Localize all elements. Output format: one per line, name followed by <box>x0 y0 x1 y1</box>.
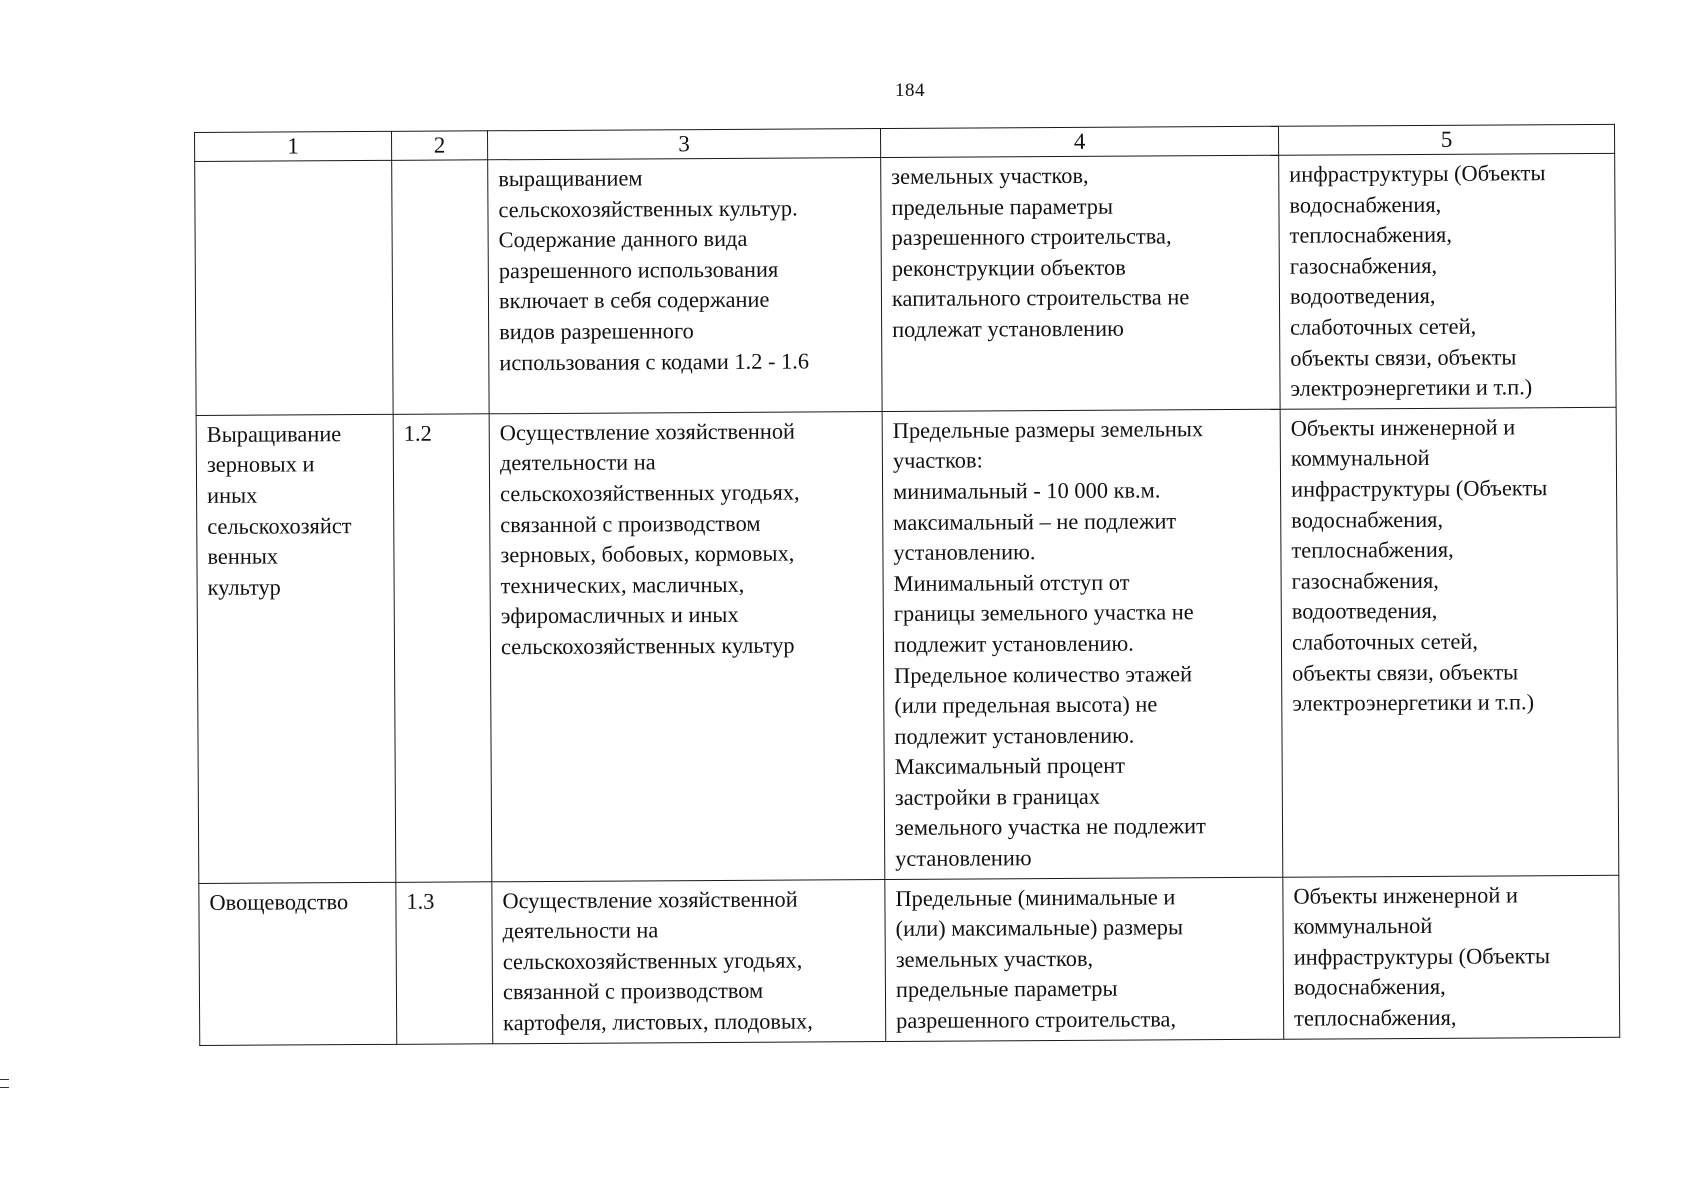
objects-line: слаботочных сетей, <box>1290 313 1477 340</box>
objects-line: водоснабжения, <box>1293 974 1446 1001</box>
parameters-line: Предельные (минимальные и <box>895 884 1176 911</box>
use-name-line: зерновых и <box>206 451 315 478</box>
objects-line: водоотведения, <box>1291 598 1438 624</box>
description-line: связанной с производством <box>502 978 764 1005</box>
parameters-line: установлению. <box>893 539 1036 566</box>
objects-line: газоснабжения, <box>1291 567 1439 594</box>
use-code-cell <box>392 160 489 414</box>
description-line: связанной с производством <box>500 510 761 537</box>
description-line: деятельности на <box>502 917 659 944</box>
objects-line: электроэнергетики и т.п.) <box>1290 374 1533 401</box>
description-line: сельскохозяйственных угодьях, <box>500 479 800 507</box>
description-line: Осуществление хозяйственной <box>502 886 798 913</box>
column-header-2: 2 <box>391 131 487 161</box>
parameters-line: границы земельного участка не <box>893 599 1194 627</box>
use-name-cell <box>199 882 397 1045</box>
description-line: картофеля, листовых, плодовых, <box>503 1008 813 1036</box>
table-row <box>196 407 1619 883</box>
objects-line: инфраструктуры (Объекты <box>1291 475 1548 502</box>
use-name-line: Овощеводство <box>209 888 349 915</box>
parameters-line: земельных участков, <box>891 162 1089 189</box>
objects-cell <box>1283 875 1620 1039</box>
parameters-cell <box>881 155 1280 411</box>
use-name-line: сельскохозяйст <box>207 512 352 539</box>
description-line: видов разрешенного <box>499 318 694 345</box>
objects-line: водоотведения, <box>1289 283 1436 310</box>
objects-line: Объекты инженерной и <box>1290 414 1516 441</box>
parameters-line: подлежат установлению <box>892 315 1124 342</box>
objects-line: электроэнергетики и т.п.) <box>1292 689 1535 716</box>
use-name-line: Выращивание <box>206 420 342 447</box>
page-number: 184 <box>895 80 925 101</box>
parameters-line: реконструкции объектов <box>891 254 1126 281</box>
use-code-cell: 1.3 <box>396 881 493 1044</box>
parameters-line: земельных участков, <box>895 945 1094 972</box>
objects-line: объекты связи, объекты <box>1290 343 1517 371</box>
parameters-line: установлению <box>895 845 1032 872</box>
description-line: разрешенного использования <box>498 256 779 284</box>
scan-edge-mark <box>0 1079 9 1088</box>
parameters-line: Предельное количество этажей <box>894 660 1193 688</box>
use-code-cell: 1.2 <box>393 414 492 882</box>
description-line: зерновых, бобовых, кормовых, <box>500 540 795 568</box>
objects-line: Объекты инженерной и <box>1293 882 1518 909</box>
objects-line: водоснабжения, <box>1289 191 1442 218</box>
column-header-5: 5 <box>1278 124 1614 155</box>
parameters-line: подлежит установлению. <box>894 722 1135 749</box>
use-name-line: венных <box>207 543 279 570</box>
parameters-line: Предельные размеры земельных <box>892 415 1204 443</box>
description-line: технических, масличных, <box>500 571 745 598</box>
objects-line: теплоснабжения, <box>1294 1004 1457 1031</box>
use-name-line: культур <box>207 574 281 600</box>
parameters-line: максимальный – не подлежит <box>893 507 1177 535</box>
description-line: эфиромасличных и иных <box>500 602 739 629</box>
use-name-line: иных <box>207 482 258 508</box>
parameters-line: Максимальный процент <box>894 752 1126 780</box>
description-line: деятельности на <box>499 449 656 476</box>
parameters-cell <box>882 409 1283 879</box>
parameters-line: разрешенного строительства, <box>891 223 1172 251</box>
description-cell <box>489 411 885 881</box>
description-cell <box>492 879 886 1043</box>
objects-line: инфраструктуры (Объекты <box>1289 160 1546 187</box>
parameters-line: предельные параметры <box>891 193 1114 220</box>
parameters-cell <box>885 877 1284 1041</box>
description-line: использования с кодами 1.2 - 1.6 <box>499 348 810 375</box>
parameters-line: разрешенного строительства, <box>896 1006 1177 1034</box>
table-row <box>199 875 1620 1045</box>
objects-line: газоснабжения, <box>1289 252 1438 279</box>
objects-line: теплоснабжения, <box>1291 536 1454 563</box>
parameters-line: капитального строительства не <box>891 284 1190 312</box>
description-line: Содержание данного вида <box>498 226 748 253</box>
document-table-container <box>194 124 1619 1046</box>
description-line: включает в себя содержание <box>498 287 770 314</box>
objects-line: водоснабжения, <box>1291 506 1444 533</box>
use-name-cell <box>195 160 393 415</box>
description-line: выращиванием <box>498 165 643 192</box>
description-line: сельскохозяйственных культур. <box>498 195 798 222</box>
description-line: сельскохозяйственных угодьях, <box>502 947 803 975</box>
column-header-3: 3 <box>487 129 880 160</box>
objects-cell <box>1279 153 1616 409</box>
objects-line: инфраструктуры (Объекты <box>1293 943 1551 970</box>
table-row <box>195 153 1616 415</box>
parameters-line: минимальный - 10 000 кв.м. <box>893 477 1161 504</box>
description-line: сельскохозяйственных культур <box>500 632 795 660</box>
objects-line: теплоснабжения, <box>1289 221 1452 248</box>
use-name-cell <box>196 414 396 883</box>
objects-line: коммунальной <box>1290 445 1430 472</box>
column-header-4: 4 <box>880 126 1278 157</box>
parameters-line: (или) максимальные) размеры <box>895 914 1184 942</box>
land-use-regulations-table <box>194 124 1620 1046</box>
description-line: Осуществление хозяйственной <box>499 418 796 445</box>
objects-line: коммунальной <box>1293 913 1433 939</box>
objects-line: слаботочных сетей, <box>1291 628 1479 655</box>
parameters-line: участков: <box>892 447 983 474</box>
column-header-1: 1 <box>195 131 392 161</box>
parameters-line: застройки в границах <box>894 783 1101 810</box>
objects-line: объекты связи, объекты <box>1292 658 1519 686</box>
parameters-line: (или предельная высота) не <box>894 691 1158 719</box>
description-cell <box>488 158 882 414</box>
parameters-line: подлежит установлению. <box>893 630 1134 657</box>
parameters-line: предельные параметры <box>895 976 1118 1003</box>
objects-cell <box>1280 407 1619 877</box>
parameters-line: Минимальный отступ от <box>893 569 1130 596</box>
parameters-line: земельного участка не подлежит <box>894 813 1206 841</box>
